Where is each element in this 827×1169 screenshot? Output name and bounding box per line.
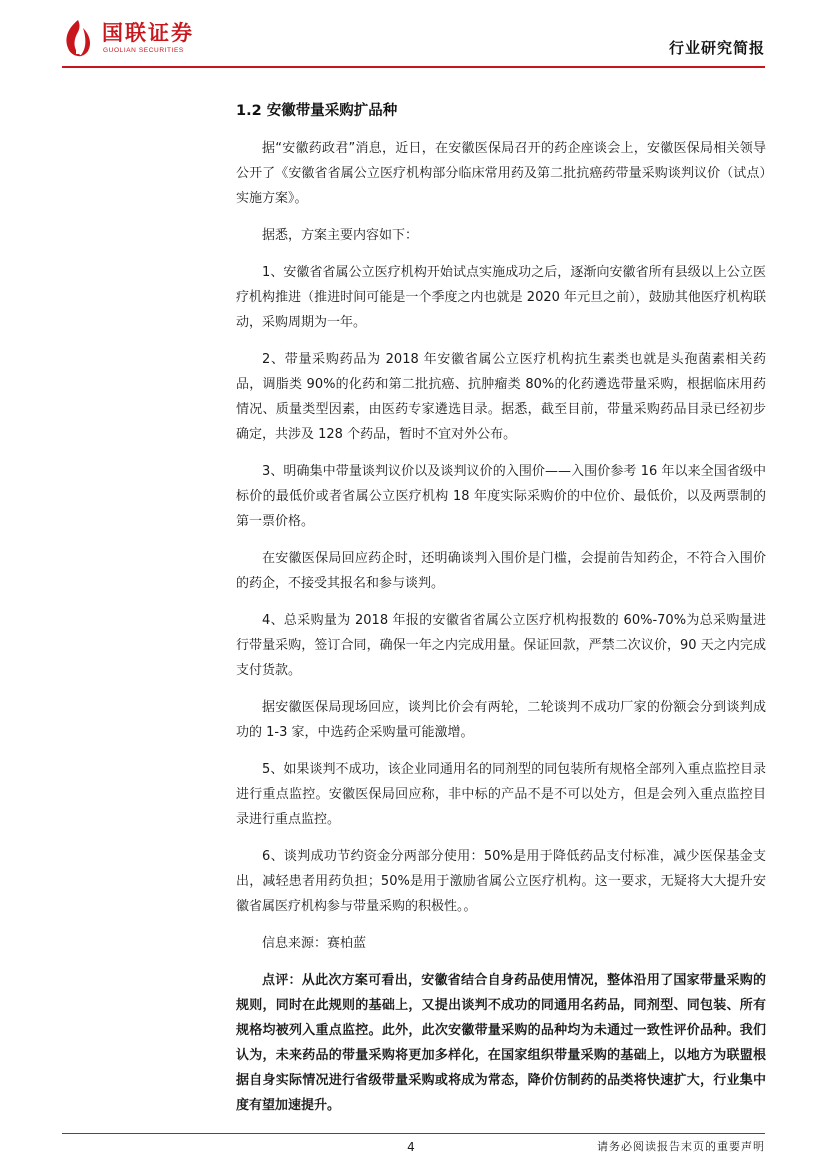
paragraph: 据“安徽药政君”消息，近日，在安徽医保局召开的药企座谈会上，安徽医保局相关领导公开了《安徽省省属公立医疗机构部分临床常用药及第二批抗癌药带量采购谈判议价（试点）实施方案》。 <box>236 141 766 206</box>
paragraph: 3、明确集中带量谈判议价以及谈判议价的入围价——入围价参考 16 年以来全国省级中标价的最低价或者省属公立医疗机构 18 年度实际采购价的中位价、最低价，以及两票制的第一票价格。 <box>236 464 767 529</box>
footer-divider <box>62 1133 765 1134</box>
footer-disclaimer: 请务必阅读报告末页的重要声明 <box>597 1140 765 1153</box>
paragraph: 在安徽医保局回应药企时，还明确谈判入围价是门槛，会提前告知药企，不符合入围价的药企，不接受其报名和参与谈判。 <box>236 551 766 591</box>
report-type-label: 行业研究简报 <box>668 39 765 57</box>
header-divider <box>62 66 765 68</box>
paragraph: 5、如果谈判不成功，该企业同通用名的同剂型的同包装所有规格全部列入重点监控目录进行重点监控。安徽医保局回应称，非中标的产品不是不可以处方，但是会列入重点监控目录进行重点监控。 <box>236 762 766 827</box>
analyst-comment: 点评：从此次方案可看出，安徽省结合自身药品使用情况，整体沿用了国家带量采购的规则，同时在此规则的基础上，又提出谈判不成功的同通用名药品，同剂型、同包装、所有规格均被列入重点监控。此外，此次安徽带量采购的品种均为未通过一致性评价品种。我们认为，未来药品的带量采购将更加多样化，在国家组织带量采购的基础上，以地方为联盟根据自身实际情况进行省级带量采购或将成为常态，降价仿制药的品类将快速扩大，行业集中度有望加速提升。 <box>236 973 766 1113</box>
logo-name-cn: 国联证券 <box>102 21 194 45</box>
source-note: 信息来源：赛柏蓝 <box>262 936 367 951</box>
paragraph: 据悉，方案主要内容如下： <box>262 228 419 243</box>
paragraph: 4、总采购量为 2018 年报的安徽省省属公立医疗机构报数的 60%-70%为总采购量进行带量采购，签订合同，确保一年之内完成用量。保证回款，严禁二次议价，90 天之内完成支付货款。 <box>236 613 766 678</box>
page-number: 4 <box>407 1140 415 1154</box>
flame-logo-icon <box>62 18 94 58</box>
section-title: 1.2 安徽带量采购扩品种 <box>236 103 398 119</box>
paragraph: 1、安徽省省属公立医疗机构开始试点实施成功之后，逐渐向安徽省所有县级以上公立医疗机构推进（推进时间可能是一个季度之内也就是 2020 年元旦之前），鼓励其他医疗机构联动，采购周期为一年。 <box>236 265 766 330</box>
logo-name-en: GUOLIAN SECURITIES <box>103 47 184 54</box>
paragraph: 据安徽医保局现场回应，谈判比价会有两轮，二轮谈判不成功厂家的份额会分到谈判成功的 1-3 家，中选药企采购量可能激增。 <box>236 700 766 740</box>
page-header <box>0 0 827 70</box>
article-body <box>236 136 766 1130</box>
paragraph: 6、谈判成功节约资金分两部分使用：50%是用于降低药品支付标准，减少医保基金支出，减轻患者用药负担；50%是用于激励省属公立医疗机构。这一要求，无疑将大大提升安徽省属医疗机构参与带量采购的积极性。。 <box>236 849 766 914</box>
company-logo <box>62 18 222 60</box>
paragraph: 2、带量采购药品为 2018 年安徽省属公立医疗机构抗生素类也就是头孢菌素相关药品，调脂类 90%的化药和第二批抗癌、抗肿瘤类 80%的化药遴选带量采购，根据临床用药情况、质量类型因素，由医药专家遴选目录。据悉，截至目前，带量采购药品目录已经初步确定，共涉及 128 个药品，暂时不宜对外公布。 <box>236 352 766 442</box>
